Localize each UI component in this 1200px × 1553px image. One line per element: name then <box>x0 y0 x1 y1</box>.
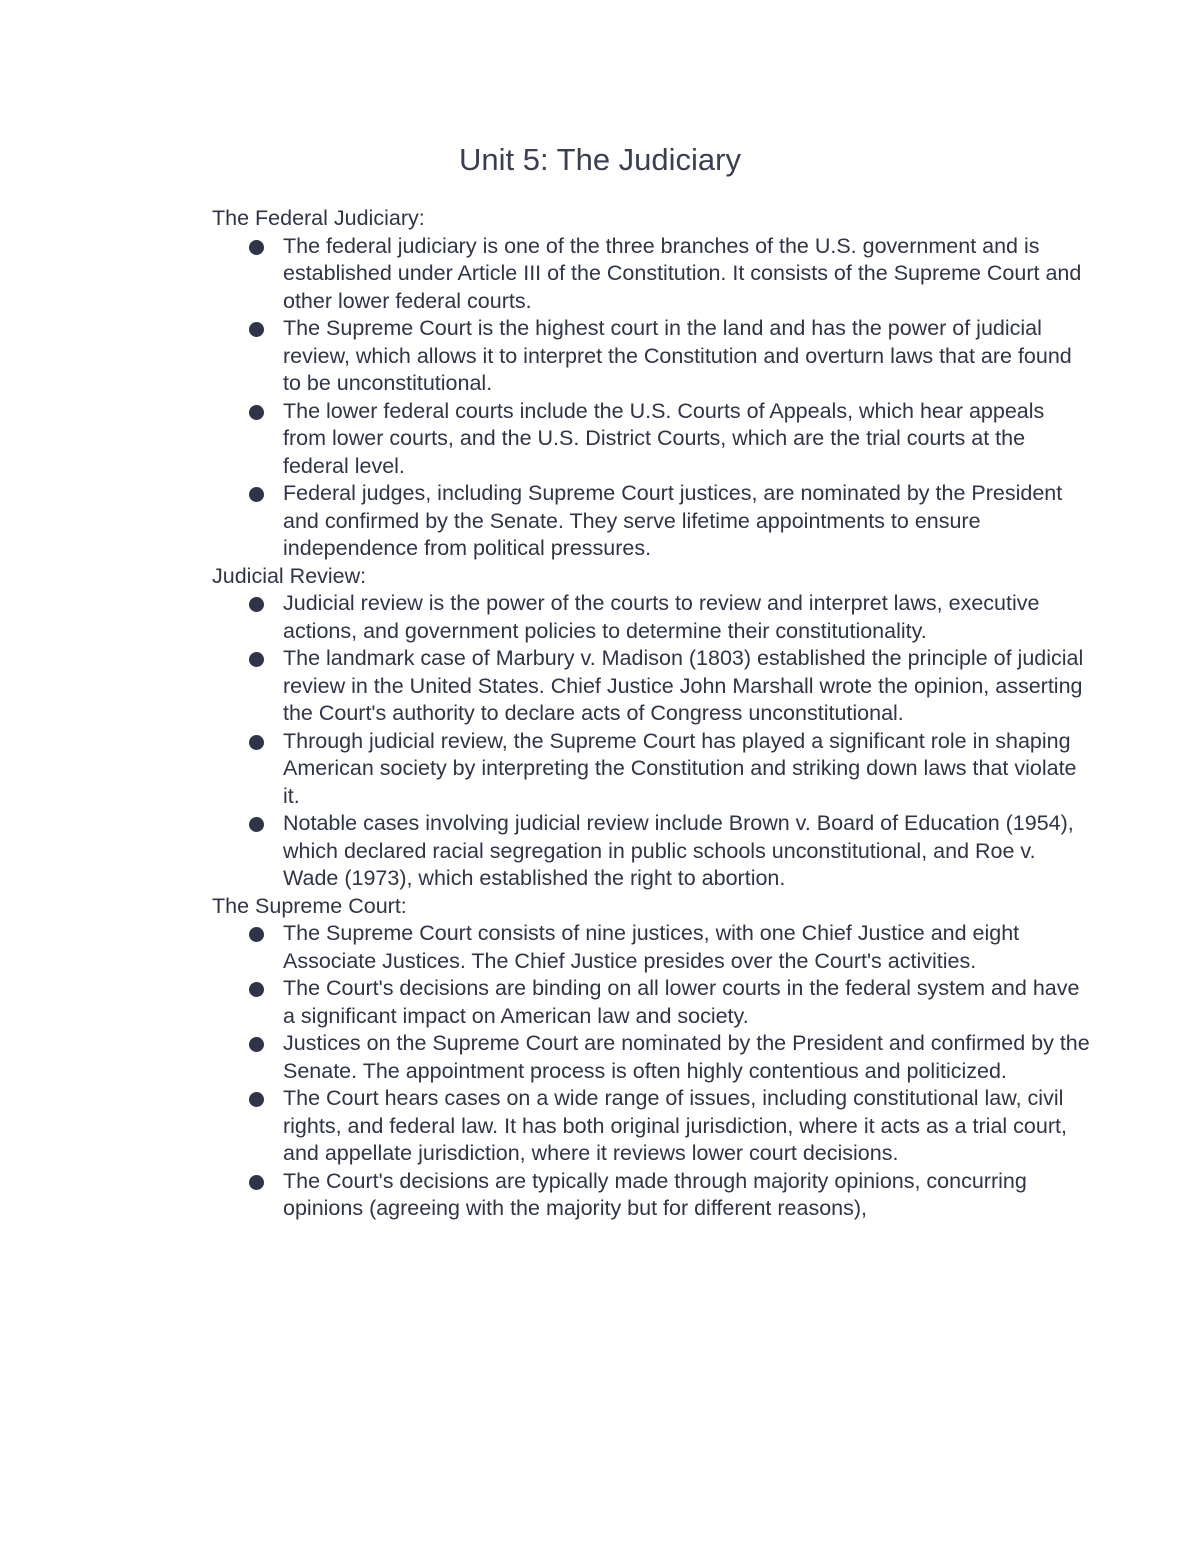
bullet-icon <box>249 597 264 612</box>
list-item <box>283 315 1092 398</box>
list-item <box>283 975 1092 1030</box>
section-heading: The Supreme Court: <box>212 893 407 918</box>
bullet-list <box>212 590 1092 893</box>
list-item-text: The Court's decisions are typically made through majority opinions, concurring opinions (agreeing with the majority but for different reasons), <box>283 1168 1027 1220</box>
list-item <box>283 1085 1092 1168</box>
list-item <box>283 233 1092 316</box>
list-item <box>283 728 1092 811</box>
document-body <box>212 205 1092 1223</box>
list-item-text: The Court's decisions are binding on all lower courts in the federal system and have a significant impact on American law and society. <box>283 976 1080 1028</box>
list-item <box>283 480 1092 563</box>
section-federal-judiciary <box>212 205 1092 563</box>
list-item-text: The Supreme Court is the highest court in the land and has the power of judicial review, which allows it to interpret the Constitution and overturn laws that are found to be unconstitutional. <box>283 316 1072 395</box>
list-item <box>283 590 1092 645</box>
bullet-icon <box>249 1175 264 1190</box>
list-item-text: The landmark case of Marbury v. Madison (1803) established the principle of judicial review in the United States. Chief Justice John Marshall wrote the opinion, asserting the Court's authority to declare acts of Congress unconstitutional. <box>283 646 1084 725</box>
bullet-icon <box>249 982 264 997</box>
bullet-icon <box>249 652 264 667</box>
section-supreme-court <box>212 893 1092 1223</box>
bullet-icon <box>249 240 264 255</box>
list-item-text: The Supreme Court consists of nine justices, with one Chief Justice and eight Associate Justices. The Chief Justice presides over the Court's activities. <box>283 921 1020 973</box>
bullet-icon <box>249 1037 264 1052</box>
list-item-text: The federal judiciary is one of the three branches of the U.S. government and is established under Article III of the Constitution. It consists of the Supreme Court and other lower federal courts. <box>283 233 1082 313</box>
list-item <box>283 398 1092 481</box>
list-item-text: Through judicial review, the Supreme Court has played a significant role in shaping American society by interpreting the Constitution and striking down laws that violate it. <box>283 728 1077 808</box>
bullet-list <box>212 233 1092 563</box>
list-item-text: Justices on the Supreme Court are nominated by the President and confirmed by the Senate. The appointment process is often highly contentious and politicized. <box>283 1031 1090 1083</box>
list-item-text: The lower federal courts include the U.S. Courts of Appeals, which hear appeals from lower courts, and the U.S. District Courts, which are the trial courts at the federal level. <box>283 398 1045 478</box>
bullet-list <box>212 920 1092 1223</box>
list-item-text: Federal judges, including Supreme Court justices, are nominated by the President and confirmed by the Senate. They serve lifetime appointments to ensure independence from political pressures. <box>283 481 1063 560</box>
list-item-text: The Court hears cases on a wide range of issues, including constitutional law, civil rights, and federal law. It has both original jurisdiction, where it acts as a trial court, and appellate jurisdiction, where it reviews lower court decisions. <box>283 1086 1067 1165</box>
list-item <box>283 810 1092 893</box>
list-item <box>283 1030 1092 1085</box>
list-item <box>283 1168 1092 1223</box>
bullet-icon <box>249 487 264 502</box>
bullet-icon <box>249 735 264 750</box>
bullet-icon <box>249 405 264 420</box>
section-judicial-review <box>212 563 1092 893</box>
document-title: Unit 5: The Judiciary <box>459 142 741 177</box>
section-heading: The Federal Judiciary: <box>212 206 425 230</box>
bullet-icon <box>249 322 264 337</box>
bullet-icon <box>249 927 264 942</box>
list-item-text: Notable cases involving judicial review include Brown v. Board of Education (1954), which declared racial segregation in public schools unconstitutional, and Roe v. Wade (1973), which established the right to abortion. <box>283 811 1074 890</box>
bullet-icon <box>249 817 264 832</box>
list-item <box>283 920 1092 975</box>
bullet-icon <box>249 1092 264 1107</box>
list-item <box>283 645 1092 728</box>
section-heading: Judicial Review: <box>212 563 367 588</box>
list-item-text: Judicial review is the power of the courts to review and interpret laws, executive actions, and government policies to determine their constitutionality. <box>283 591 1040 643</box>
